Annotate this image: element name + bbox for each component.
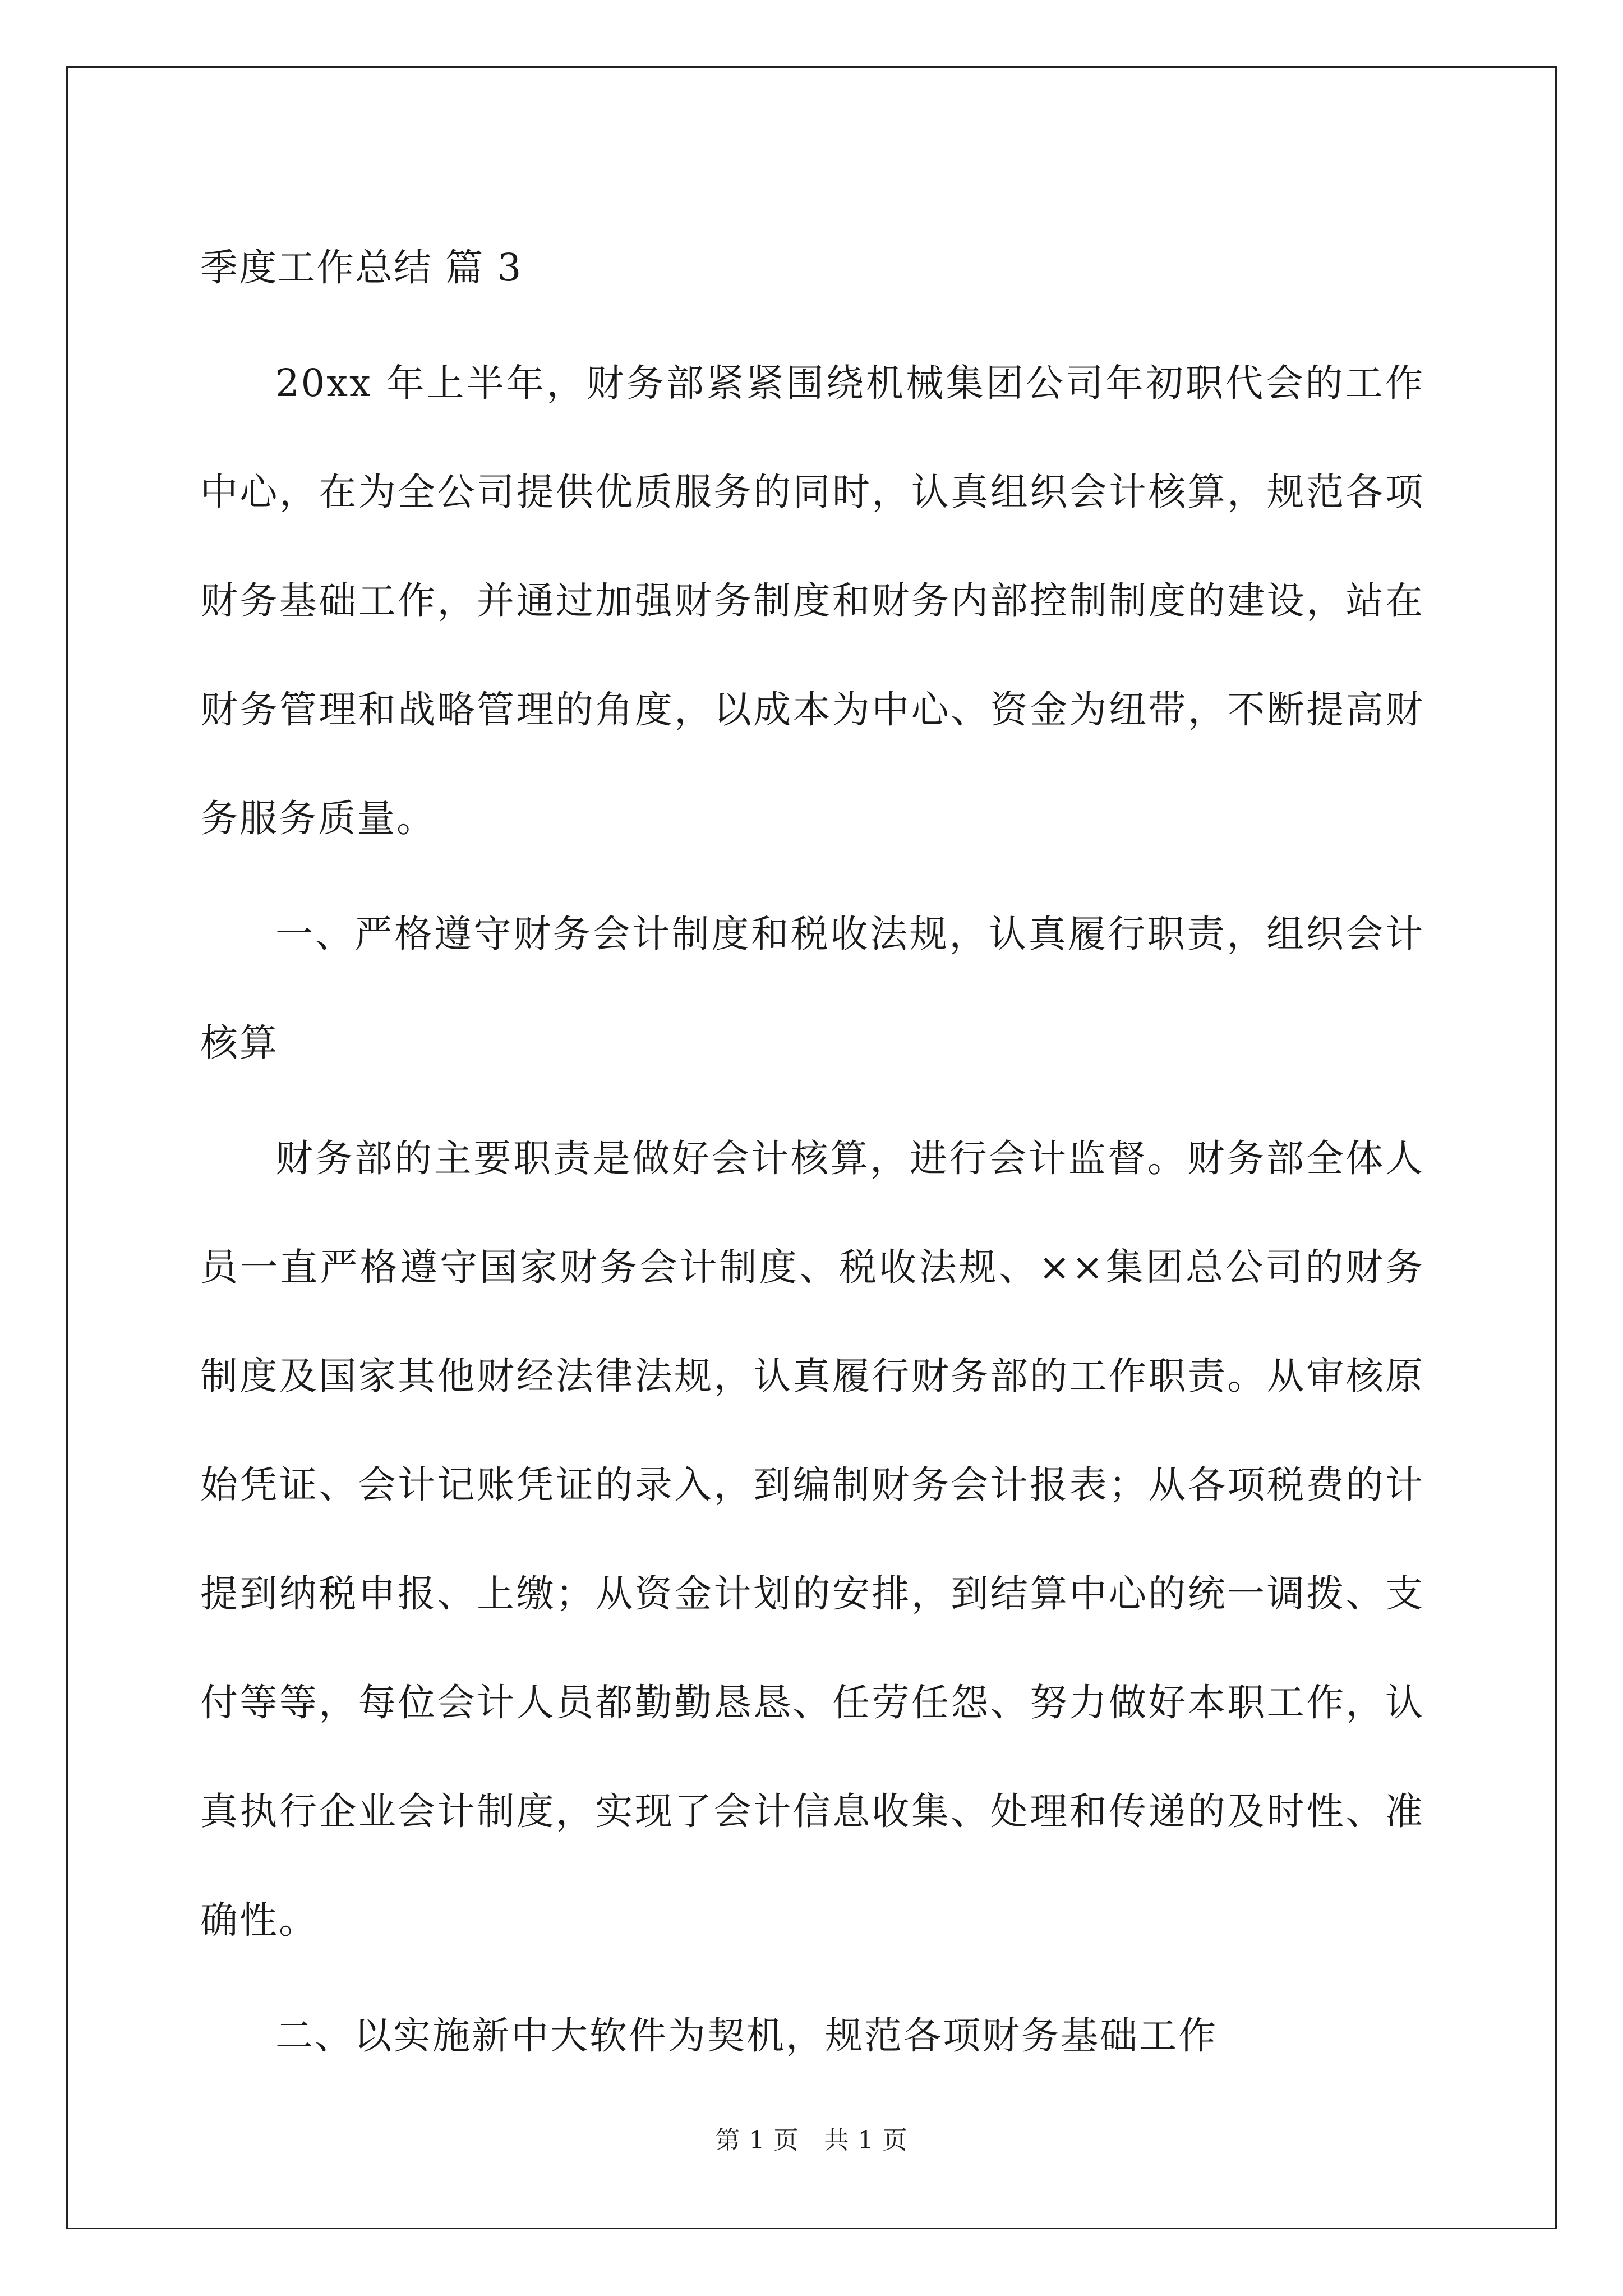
page-footer: 第 1 页 共 1 页 — [715, 2126, 908, 2155]
section-heading-1: 一、严格遵守财务会计制度和税收法规，认真履行职责，组织会计核算 — [200, 912, 1424, 1065]
paragraph-section-1: 财务部的主要职责是做好会计核算，进行会计监督。财务部全体人员一直严格遵守国家财务会计制度、税收法规、××集团总公司的财务制度及国家其他财经法律法规，认真履行财务部的工作职责。从审核原始凭证、会计记账凭证的录入，到编制财务会计报表；从各项税费的计提到纳税申报、上缴；从资金计划的安排，到结算中心的统一调拨、支付等等，每位会计人员都勤勤恳恳、任劳任怨、努力做好本职工作，认真执行企业会计制度，实现了会计信息收集、处理和传递的及时性、准确性。 — [200, 1137, 1424, 1942]
document-body — [200, 213, 1424, 2090]
document-title: 季度工作总结 篇 3 — [200, 246, 523, 289]
section-heading-2: 二、以实施新中大软件为契机，规范各项财务基础工作 — [275, 2014, 1218, 2058]
paragraph-intro: 20xx 年上半年，财务部紧紧围绕机械集团公司年初职代会的工作中心，在为全公司提供优质服务的同时，认真组织会计核算，规范各项财务基础工作，并通过加强财务制度和财务内部控制制度的建设，站在财务管理和战略管理的角度，以成本为中心、资金为纽带，不断提高财务服务质量。 — [200, 361, 1424, 840]
